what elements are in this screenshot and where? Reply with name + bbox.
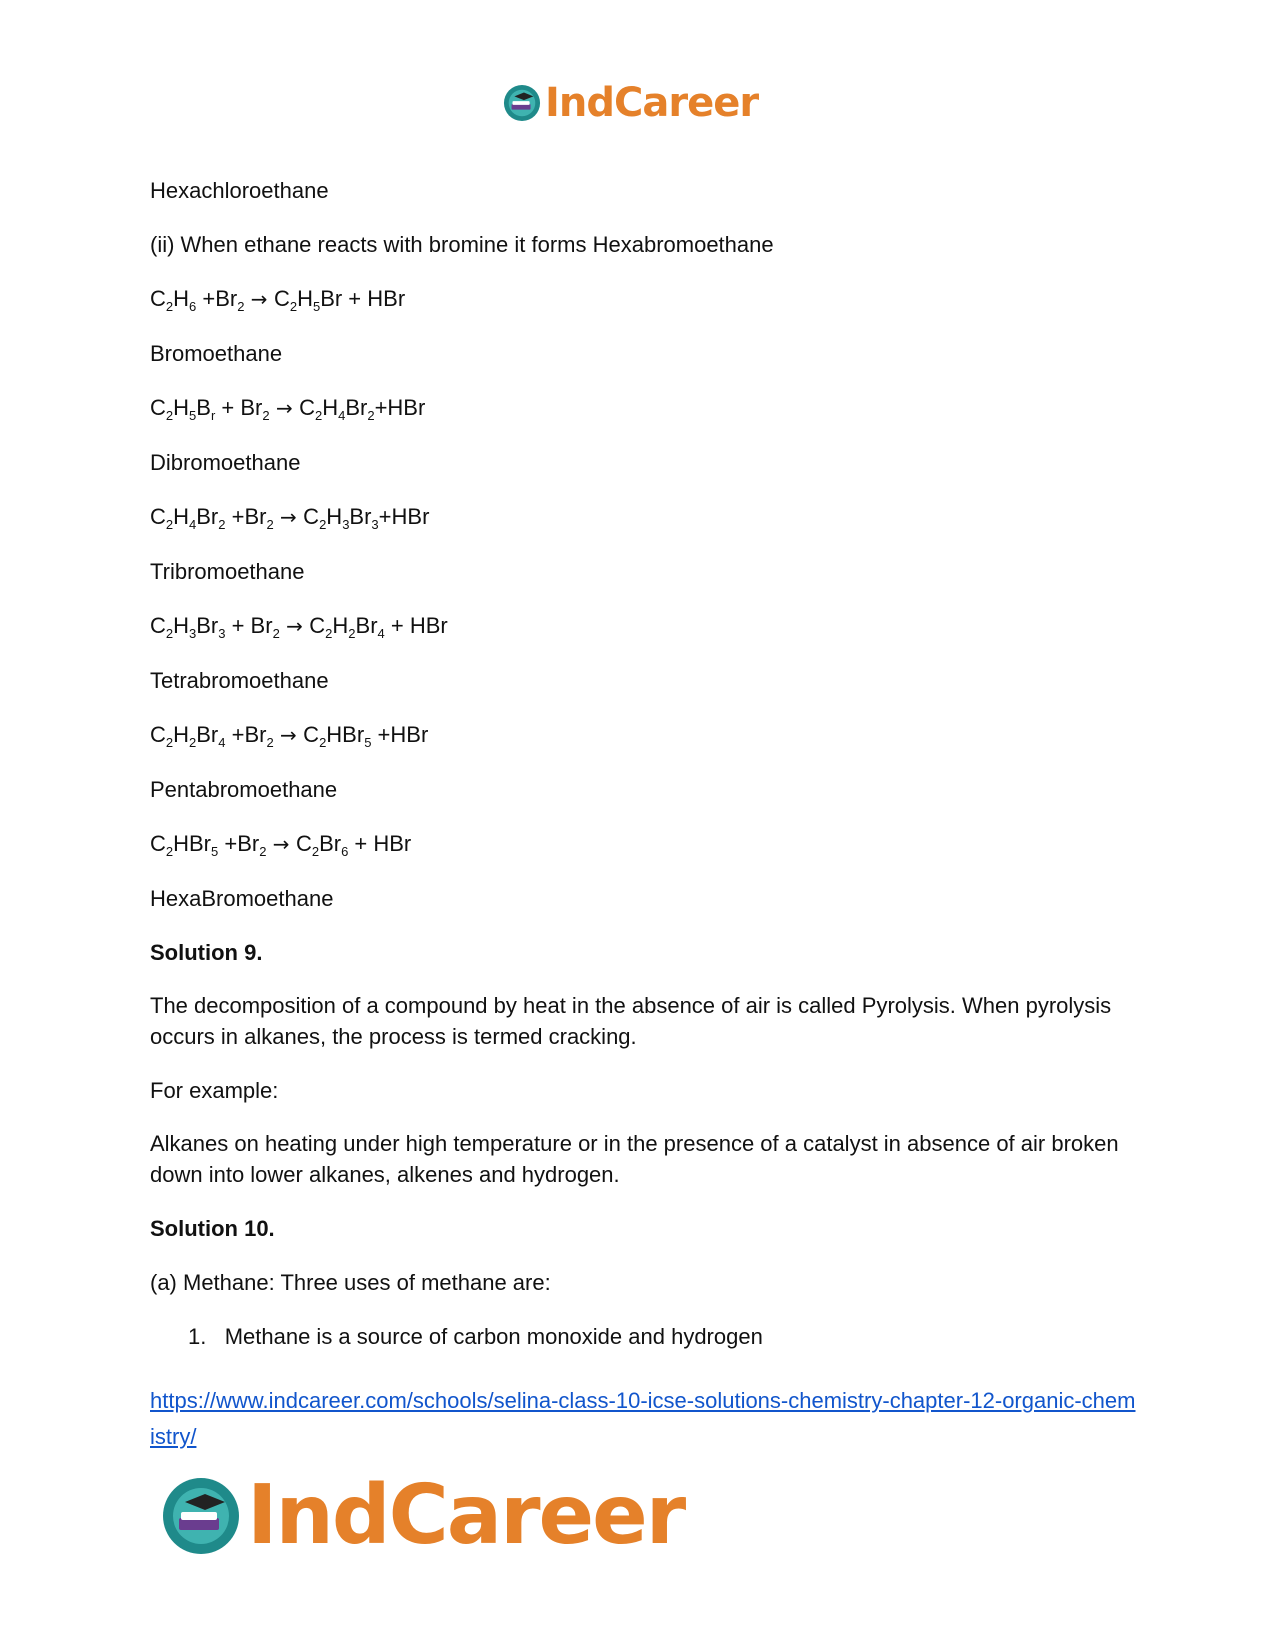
footer-logo [161, 1468, 684, 1563]
formula-text: + HBr [348, 831, 412, 856]
reaction-arrow: → [273, 723, 304, 747]
text-pentabromoethane: Pentabromoethane [150, 777, 338, 802]
formula-text: +Br [225, 504, 267, 529]
paragraph-pyrolysis: The decomposition of a compound by heat in the absence of air is called Pyrolysis. When pyrolysis occurs in alkanes, the process is termed cracking. [150, 993, 1112, 1049]
formula-text: +Br [196, 286, 238, 311]
equation-5 [150, 718, 1130, 752]
equation-2 [150, 391, 1130, 425]
formula-text: H [297, 286, 313, 311]
subscript: 6 [189, 299, 197, 314]
formula-text: Br [319, 831, 342, 856]
formula-text: C [150, 722, 166, 747]
heading-solution-10: Solution 10. [150, 1216, 275, 1241]
formula-text: Br [196, 613, 219, 638]
logo-text: IndCareer [247, 1468, 685, 1563]
list-item-text: Methane is a source of carbon monoxide and hydrogen [224, 1324, 763, 1349]
subscript: 2 [165, 299, 174, 314]
subscript: 6 [341, 844, 349, 859]
subscript: 4 [338, 408, 346, 423]
formula-text: H [322, 395, 339, 420]
reaction-arrow: → [269, 396, 300, 420]
formula-text: B [196, 395, 211, 420]
subscript: 5 [211, 844, 219, 859]
paragraph-alkanes: Alkanes on heating under high temperature or in the presence of a catalyst in absence of air broken down into lower alkanes, alkenes and hydrogen. [150, 1131, 1119, 1187]
formula-text: H [173, 395, 190, 420]
equation-3 [150, 500, 1130, 534]
text-bromoethane: Bromoethane [150, 341, 283, 366]
subscript: 2 [314, 408, 323, 423]
text-hexabromoethane: HexaBromoethane [150, 886, 334, 911]
formula-text: HBr [173, 831, 212, 856]
formula-text: +HBr [374, 395, 426, 420]
formula-text: C [150, 395, 166, 420]
subscript: 3 [189, 626, 197, 641]
document-body [150, 174, 1130, 1353]
text-tetrabromoethane: Tetrabromoethane [150, 668, 329, 693]
header-logo [503, 80, 758, 126]
subscript: 2 [237, 299, 245, 314]
subscript: 5 [364, 735, 372, 750]
text-ethane-bromine: (ii) When ethane reacts with bromine it forms Hexabromoethane [150, 232, 774, 257]
subscript: 2 [262, 408, 270, 423]
subscript: 2 [218, 517, 226, 532]
text-hexachloroethane: Hexachloroethane [150, 178, 329, 203]
subscript: 2 [165, 735, 174, 750]
subscript: 4 [218, 735, 226, 750]
subscript: 2 [289, 299, 298, 314]
formula-text: C [303, 722, 320, 747]
subscript: 3 [371, 517, 379, 532]
logo-text: IndCareer [545, 80, 759, 126]
list-item [150, 1320, 1130, 1353]
list-marker: 1. [188, 1324, 207, 1349]
subscript: 2 [319, 735, 327, 750]
formula-text: H [332, 613, 349, 638]
formula-text: Br [196, 722, 219, 747]
reaction-arrow: → [273, 505, 304, 529]
formula-text: Br [345, 395, 368, 420]
subscript: 2 [165, 408, 174, 423]
subscript: 2 [189, 735, 197, 750]
subscript: r [210, 408, 216, 423]
subscript: 3 [218, 626, 226, 641]
formula-text: +Br [218, 831, 260, 856]
reaction-arrow: → [279, 614, 310, 638]
formula-text: Br [196, 504, 219, 529]
subscript: 2 [348, 626, 356, 641]
logo-book-icon [503, 84, 541, 122]
subscript: 5 [189, 408, 197, 423]
subscript: 2 [165, 517, 174, 532]
formula-text: + HBr [384, 613, 448, 638]
formula-text: H [173, 286, 190, 311]
subscript: 2 [266, 735, 274, 750]
logo-book-icon [161, 1476, 241, 1556]
formula-text: H [173, 504, 190, 529]
text-methane-uses: (a) Methane: Three uses of methane are: [150, 1270, 551, 1295]
reaction-arrow: → [266, 832, 296, 856]
formula-text: +HBr [371, 722, 429, 747]
formula-text: + Br [215, 395, 263, 420]
text-for-example: For example: [150, 1078, 279, 1103]
subscript: 2 [259, 844, 267, 859]
subscript: 2 [266, 517, 274, 532]
subscript: 5 [312, 299, 321, 314]
text-tribromoethane: Tribromoethane [150, 559, 305, 584]
reaction-arrow: → [244, 287, 274, 311]
formula-text: Br [349, 504, 372, 529]
formula-text: Br + HBr [320, 286, 406, 311]
formula-text: C [299, 395, 315, 420]
formula-text: C [150, 286, 166, 311]
formula-text: C [273, 286, 290, 311]
subscript: 3 [342, 517, 350, 532]
subscript: 4 [377, 626, 385, 641]
subscript: 2 [272, 626, 280, 641]
formula-text: C [150, 613, 166, 638]
formula-text: + Br [225, 613, 273, 638]
subscript: 4 [189, 517, 197, 532]
formula-text: Br [355, 613, 378, 638]
text-dibromoethane: Dibromoethane [150, 450, 301, 475]
formula-text: +Br [225, 722, 267, 747]
subscript: 2 [311, 844, 320, 859]
formula-text: C [303, 504, 320, 529]
formula-text: H [173, 613, 190, 638]
subscript: 2 [165, 844, 174, 859]
equation-1 [150, 282, 1130, 316]
equation-4 [150, 609, 1130, 643]
equation-6 [150, 827, 1130, 861]
subscript: 2 [165, 626, 174, 641]
formula-text: C [295, 831, 312, 856]
heading-solution-9: Solution 9. [150, 940, 263, 965]
formula-text: HBr [326, 722, 365, 747]
subscript: 2 [325, 626, 333, 641]
source-link[interactable]: https://www.indcareer.com/schools/selina-class-10-icse-solutions-chemistry-chapter-12-organic-chemistry/ [150, 1388, 1136, 1449]
formula-text: H [326, 504, 343, 529]
formula-text: C [309, 613, 326, 638]
formula-text: C [150, 831, 166, 856]
formula-text: H [173, 722, 190, 747]
subscript: 2 [319, 517, 327, 532]
subscript: 2 [367, 408, 375, 423]
formula-text: +HBr [378, 504, 430, 529]
formula-text: C [150, 504, 166, 529]
